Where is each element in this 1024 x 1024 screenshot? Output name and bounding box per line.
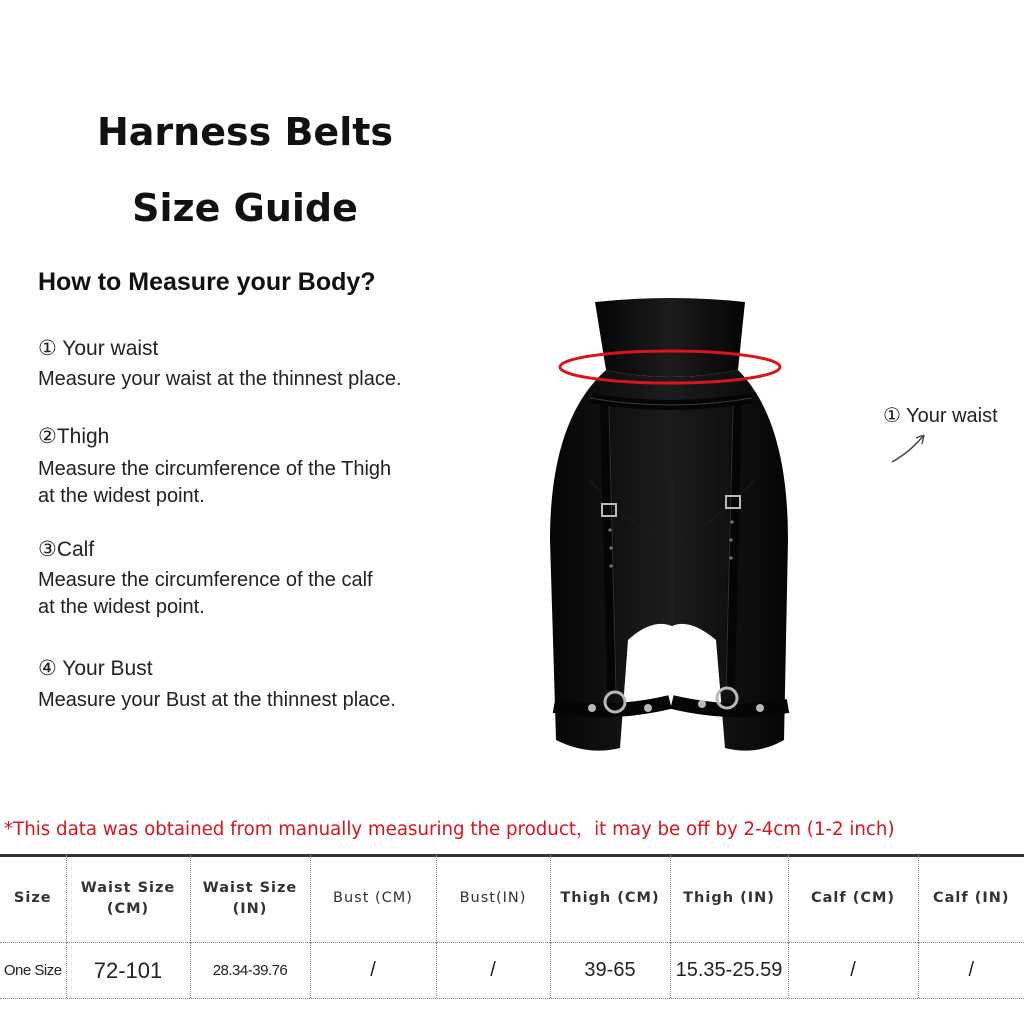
cell-bust-in: / [436, 943, 550, 999]
header-thigh-cm: Thigh (CM) [550, 855, 670, 943]
header-waist-cm: Waist Size (CM) [66, 855, 190, 943]
step-thigh-heading: ②Thigh [38, 425, 110, 448]
step-thigh-line-2: at the widest point. [38, 485, 205, 507]
header-waist-in: Waist Size (IN) [190, 855, 310, 943]
step-bust-text [38, 687, 396, 714]
cell-calf-cm: / [788, 943, 918, 999]
cell-bust-cm: / [310, 943, 436, 999]
size-table-row [0, 943, 1024, 999]
step-waist-heading: ① Your waist [38, 337, 159, 360]
step-bust-heading: ④ Your Bust [38, 657, 153, 680]
header-calf-cm: Calf (CM) [788, 855, 918, 943]
header-bust-cm: Bust (CM) [310, 855, 436, 943]
step-thigh-text [38, 456, 391, 510]
cell-waist-cm: 72-101 [66, 943, 190, 999]
measure-heading: How to Measure your Body? [38, 268, 376, 296]
step-calf-line-1: Measure the circumference of the calf [38, 569, 373, 591]
step-calf-heading: ③Calf [38, 538, 95, 561]
step-waist-line-1: Measure your waist at the thinnest place. [38, 368, 402, 390]
step-bust-line-1: Measure your Bust at the thinnest place. [38, 689, 396, 711]
header-size: Size [13, 890, 52, 906]
size-table-header-row [0, 855, 1024, 943]
size-table [0, 855, 1024, 998]
waist-callout-label: ① Your waist [883, 405, 998, 427]
cell-calf-in: / [918, 943, 1024, 999]
mannequin [550, 298, 788, 751]
header-bust-in: Bust(IN) [436, 855, 550, 943]
callout-arrow [892, 435, 924, 462]
header-calf-in: Calf (IN) [918, 855, 1024, 943]
header-thigh-in: Thigh (IN) [670, 855, 788, 943]
cell-waist-in: 28.34-39.76 [190, 943, 310, 999]
step-calf-text [38, 567, 373, 621]
table-bottom-rule [0, 998, 1024, 1000]
step-calf-line-2: at the widest point. [38, 596, 205, 618]
title-line-2: Size Guide [132, 186, 358, 230]
cell-thigh-cm: 39-65 [550, 943, 670, 999]
cell-size: One Size [0, 943, 66, 999]
measurement-disclaimer: *This data was obtained from manually measuring the product，it may be off by 2-4cm (1-2 inch) [4, 819, 895, 840]
title-line-1: Harness Belts [96, 110, 394, 154]
harness-on-mannequin-image [520, 280, 1024, 780]
step-thigh-line-1: Measure the circumference of the Thigh [38, 458, 392, 480]
step-waist-text [38, 366, 402, 393]
cell-thigh-in: 15.35-25.59 [670, 943, 788, 999]
